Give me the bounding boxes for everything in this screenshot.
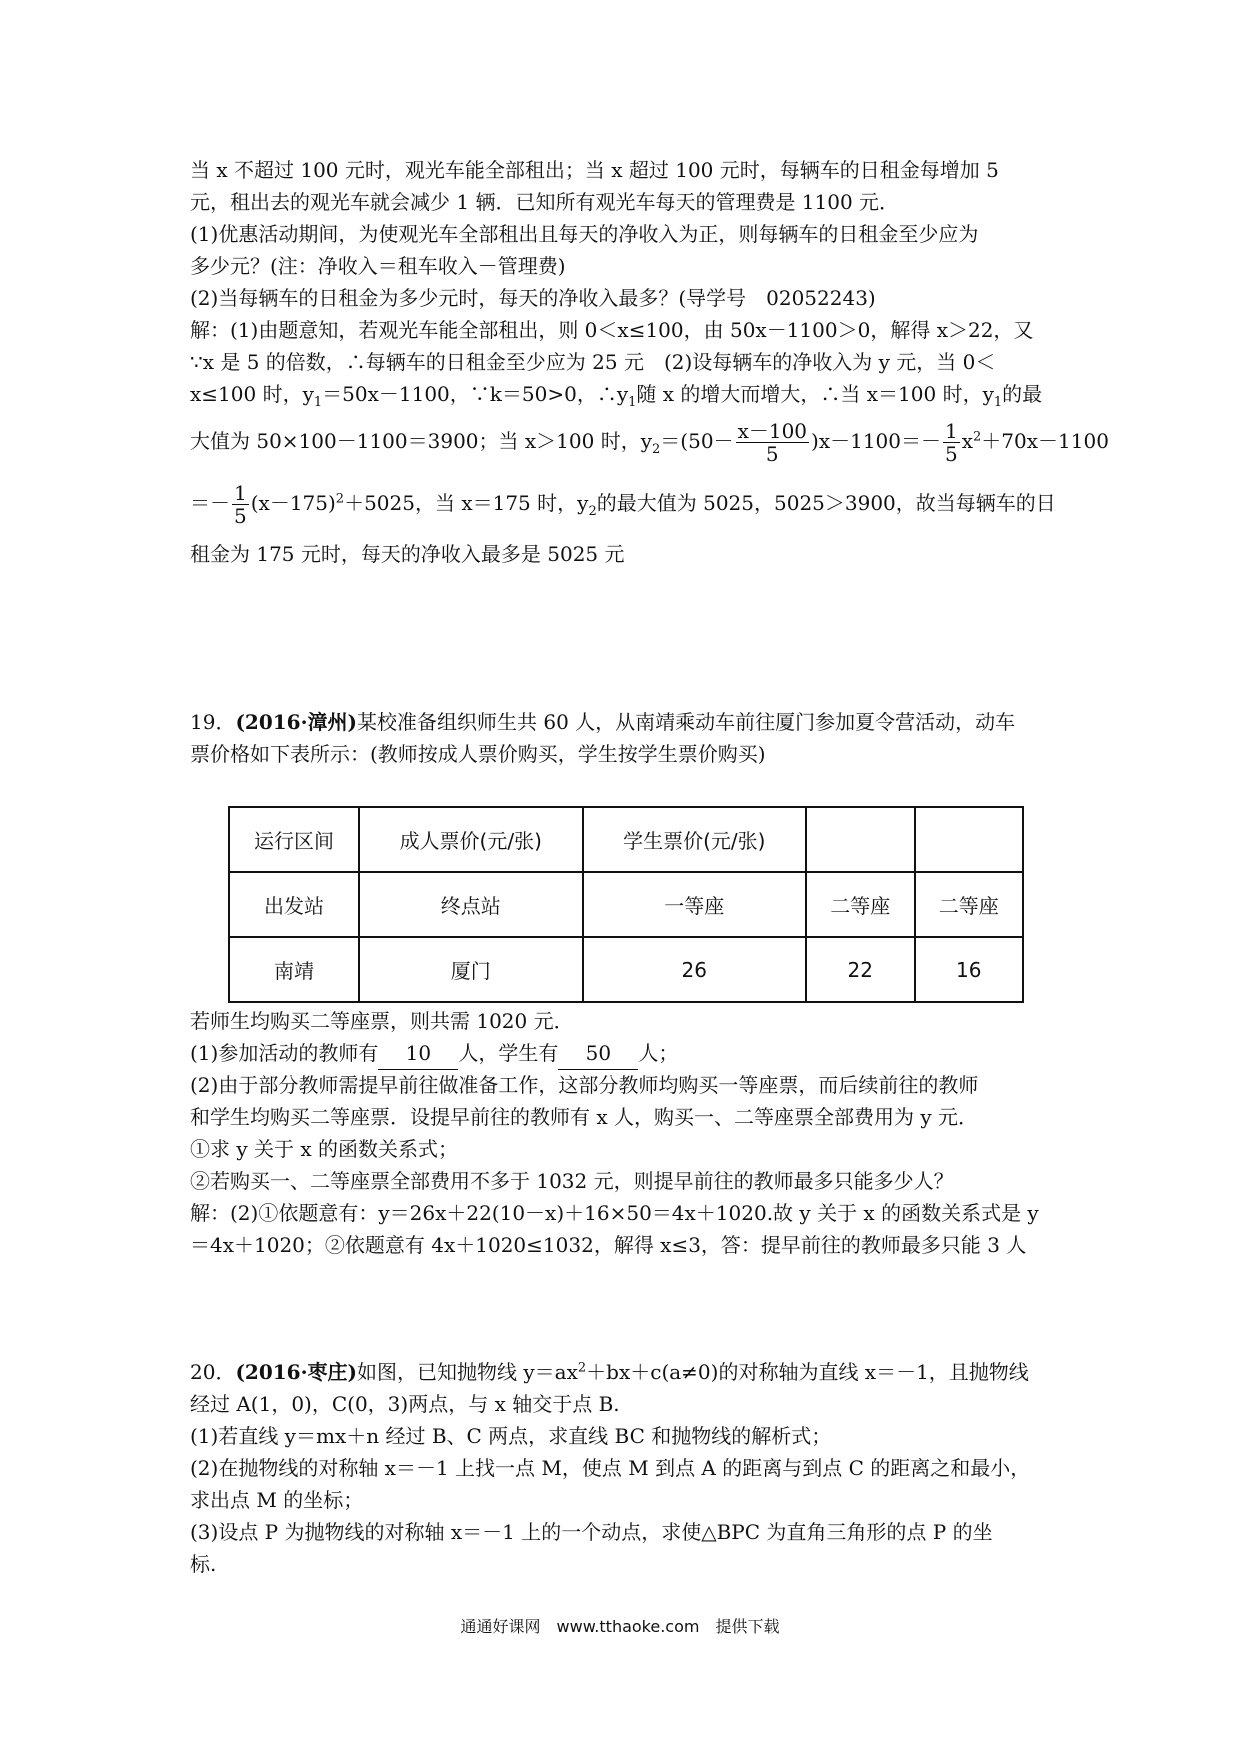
table-cell: 运行区间: [229, 807, 359, 872]
text-segment: x≤100 时，y: [190, 382, 314, 406]
text-segment: 的最: [1002, 382, 1043, 406]
text-segment: (x－175): [250, 491, 336, 515]
fraction-denominator: 5: [945, 442, 958, 466]
text-segment: 大值为 50×100－1100＝3900；当 x＞100 时，y: [190, 429, 653, 453]
table-cell: 16: [915, 937, 1024, 1002]
text-segment: ＋5025，当 x＝175 时，y: [344, 491, 589, 515]
superscript: 2: [577, 1360, 587, 1376]
superscript: 2: [335, 491, 345, 507]
q19-part2-item-2: ②若购买一、二等座票全部费用不多于 1032 元，则提早前往的教师最多只能多少人？: [190, 1169, 954, 1193]
q18-intro-line-2: 元，租出去的观光车就会减少 1 辆．已知所有观光车每天的管理费是 1100 元．: [190, 190, 900, 214]
text-segment: 随 x 的增大而增大，∴当 x＝100 时，y: [636, 382, 994, 406]
table-cell: 出发站: [229, 872, 359, 937]
table-cell: [915, 807, 1024, 872]
table-row: [229, 937, 1023, 1002]
question-number: 20．: [190, 1360, 236, 1384]
page-footer: 通通好课网 www.tthaoke.com 提供下载: [460, 1617, 780, 1636]
fraction-numerator: 1: [234, 481, 247, 505]
q20-intro-line-2: 经过 A(1，0)，C(0，3)两点，与 x 轴交于点 B.: [190, 1392, 620, 1416]
text-segment: (1)参加活动的教师有: [190, 1041, 379, 1065]
text-segment: ＝50x－1100，∵k＝50>0，∴y: [322, 382, 629, 406]
q18-solution-line-6: 租金为 175 元时，每天的净收入最多是 5025 元: [190, 542, 625, 566]
q19-solution-line-1: 解：(2)①依题意有：y＝26x＋22(10－x)＋16×50＝4x＋1020.故 y 关于 x 的函数关系式是 y: [190, 1201, 1039, 1225]
text-segment: ＝(50－: [660, 429, 734, 453]
fraction: [943, 420, 960, 465]
text-segment: ＝－: [190, 491, 230, 515]
q20-section: [190, 1356, 1062, 1580]
fraction-denominator: 5: [234, 504, 247, 528]
table-row: [229, 807, 1023, 872]
table-cell: 二等座: [806, 872, 914, 937]
table-cell: 二等座: [915, 872, 1024, 937]
q19-header: [190, 706, 1062, 770]
answer-blank-students: 50: [558, 1037, 638, 1070]
q19-part2-item-1: ①求 y 关于 x 的函数关系式；: [190, 1137, 459, 1161]
table-cell: 厦门: [359, 937, 583, 1002]
q19-after-table: 若师生均购买二等座票，则共需 1020 元．: [190, 1009, 574, 1033]
text-segment: 如图，已知抛物线 y＝ax: [357, 1360, 578, 1384]
subscript: 1: [313, 395, 323, 410]
table-row: [229, 872, 1023, 937]
q18-solution-line-2: ∵x 是 5 的倍数，∴每辆车的日租金至少应为 25 元 (2)设每辆车的净收入为 y 元，当 0＜: [190, 350, 996, 374]
subscript: 1: [628, 395, 637, 410]
q20-part3-line-2: 标.: [190, 1552, 217, 1576]
q18-part1-line-1: (1)优惠活动期间，为使观光车全部租出且每天的净收入为正，则每辆车的日租金至少应为: [190, 222, 979, 246]
text-segment: 的最大值为 5025，5025＞3900，故当每辆车的日: [596, 491, 1056, 515]
q20-part2-line-1: (2)在抛物线的对称轴 x＝－1 上找一点 M，使点 M 到点 A 的距离与到点 C 的距离之和最小，: [190, 1456, 1031, 1480]
text-segment: 人，学生有: [458, 1041, 559, 1065]
q18-solution-line-5: [190, 472, 1062, 534]
q20-part1: (1)若直线 y＝mx＋n 经过 B、C 两点，求直线 BC 和抛物线的解析式；: [190, 1424, 832, 1448]
fare-table: [228, 806, 1024, 1003]
q20-part2-line-2: 求出点 M 的坐标；: [190, 1488, 364, 1512]
table-cell: 成人票价(元/张): [359, 807, 583, 872]
question-source: (2016·枣庄): [235, 1360, 358, 1384]
subscript: 2: [652, 442, 661, 457]
text-segment: )x－1100＝－: [811, 429, 941, 453]
q19-part2-line-2: 和学生均购买二等座票．设提早前往的教师有 x 人，购买一、二等座票全部费用为 y 元．: [190, 1105, 979, 1129]
q18-part1-line-2: 多少元？(注：净收入＝租车收入－管理费): [190, 254, 566, 278]
table-cell: 22: [806, 937, 914, 1002]
q18-intro-line-1: 当 x 不超过 100 元时，观光车能全部租出；当 x 超过 100 元时，每辆车的日租金每增加 5: [190, 158, 999, 182]
q18-solution-line-3: [190, 378, 1062, 410]
subscript: 1: [993, 395, 1003, 410]
q19-intro-line-1: [190, 706, 1062, 738]
table-cell: 26: [583, 937, 807, 1002]
q19-solution-line-2: ＝4x＋1020；②依题意有 4x＋1020≤1032，解得 x≤3，答：提早前往的教师最多只能 3 人: [190, 1233, 1027, 1257]
table-cell: 南靖: [229, 937, 359, 1002]
answer-blank-teachers: 10: [378, 1037, 458, 1070]
superscript: 2: [973, 429, 982, 445]
text-segment: 人；: [638, 1041, 679, 1065]
table-cell: 一等座: [583, 872, 807, 937]
q19-part2-line-1: (2)由于部分教师需提早前往做准备工作，这部分教师均购买一等座票，而后续前往的教师: [190, 1073, 979, 1097]
fraction-denominator: 5: [765, 442, 779, 466]
text-segment: ＋70x－1100: [981, 429, 1109, 453]
q20-part3-line-1: (3)设点 P 为抛物线的对称轴 x＝－1 上的一个动点，求使△BPC 为直角三角形的点 P 的坐: [190, 1520, 993, 1544]
q19-body: [190, 1005, 1062, 1261]
q18-section: [190, 154, 1109, 570]
text-segment: 某校准备组织师生共 60 人，从南靖乘动车前往厦门参加夏令营活动，动车: [357, 710, 1016, 734]
table-cell: 学生票价(元/张): [583, 807, 807, 872]
q18-solution-line-1: 解：(1)由题意知，若观光车能全部租出，则 0＜x≤100，由 50x－1100＞0，解得 x＞22，又: [190, 318, 1034, 342]
question-source: (2016·漳州): [235, 710, 358, 734]
q19-part1: [190, 1037, 1062, 1069]
fraction-numerator: 1: [945, 419, 958, 443]
table-cell: [806, 807, 914, 872]
fraction: [232, 482, 249, 527]
fraction-numerator: x－100: [737, 419, 808, 443]
question-number: 19．: [190, 710, 236, 734]
text-segment: x: [961, 429, 974, 453]
q19-intro-line-2: 票价格如下表所示：(教师按成人票价购买，学生按学生票价购买): [190, 742, 766, 766]
table-cell: 终点站: [359, 872, 583, 937]
q20-intro-line-1: [190, 1356, 1062, 1388]
q18-part2: (2)当每辆车的日租金为多少元时，每天的净收入最多？(导学号 02052243): [190, 286, 876, 310]
subscript: 2: [588, 504, 597, 519]
text-segment: ＋bx＋c(a≠0)的对称轴为直线 x＝－1，且抛物线: [586, 1360, 1029, 1384]
q18-solution-line-4: [190, 410, 1109, 472]
fraction: [736, 420, 809, 465]
